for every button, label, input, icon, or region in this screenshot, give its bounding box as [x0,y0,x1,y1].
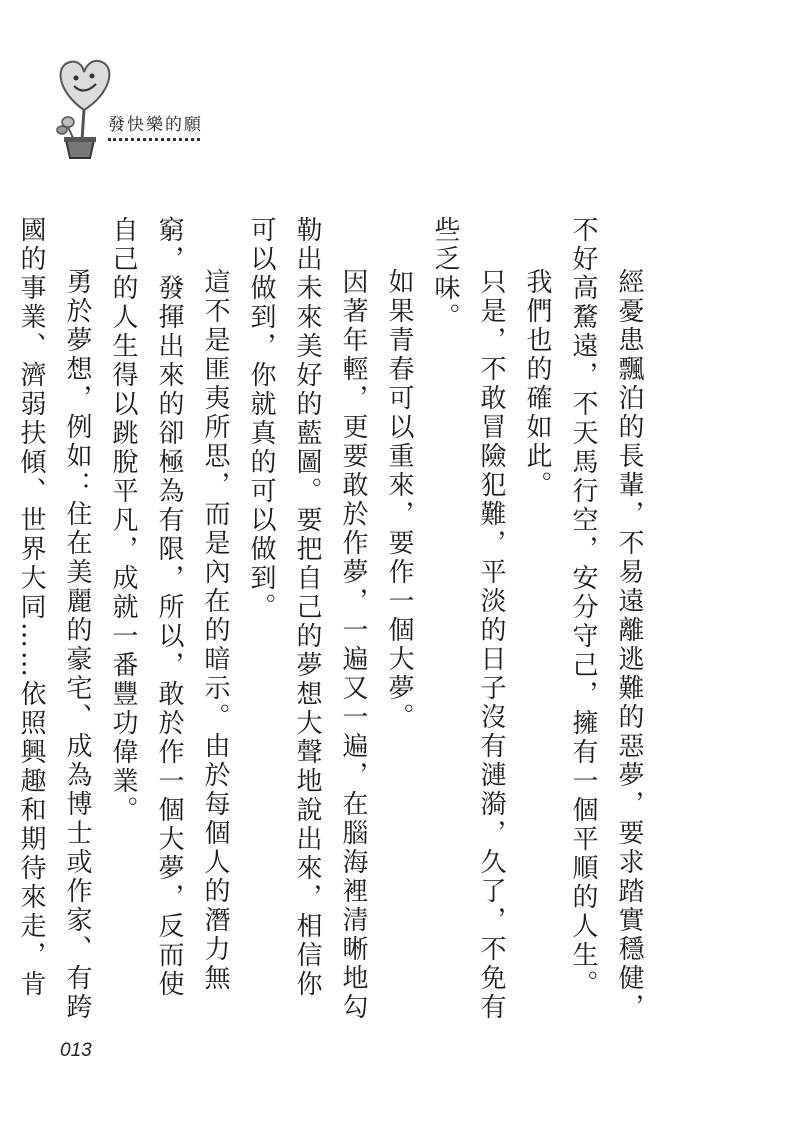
paragraph: 勇於夢想，例如：住在美麗的豪宅、成為博士或作家、有跨國的事業、濟弱扶傾、世界大同……依照興趣和期待來走，肯 [16,216,92,1022]
heart-flower-pot-icon [48,52,120,162]
paragraph: 經憂患飄泊的長輩，不易遠離逃難的惡夢，要求踏實穩健，不好高騖遠，不天馬行空，安分守己，擁有一個平順的人生。 [568,216,644,1022]
header-dotted-divider [108,138,200,141]
page-number: 013 [60,1040,92,1061]
paragraph: 我們也的確如此。 [522,268,552,500]
paragraph: 這不是匪夷所思，而是內在的暗示。由於每個人的潛力無窮，發揮出來的卻極為有限，所以，敢於作一個大夢，反而使自己的人生得以跳脫平凡，成就一番豐功偉業。 [108,216,230,999]
paragraph: 因著年輕，更要敢於作夢，一遍又一遍，在腦海裡清晰地勾勒出未來美好的藍圖。要把自己的夢想大聲地說出來，相信你可以做到，你就真的可以做到。 [246,216,368,1022]
paragraph: 如果青春可以重來，要作一個大夢。 [384,268,414,732]
paragraph: 只是，不敢冒險犯難，平淡的日子沒有漣漪，久了，不免有些乏味。 [430,216,506,1022]
header-title: 發快樂的願 [108,115,203,135]
body-text [16,216,652,1026]
